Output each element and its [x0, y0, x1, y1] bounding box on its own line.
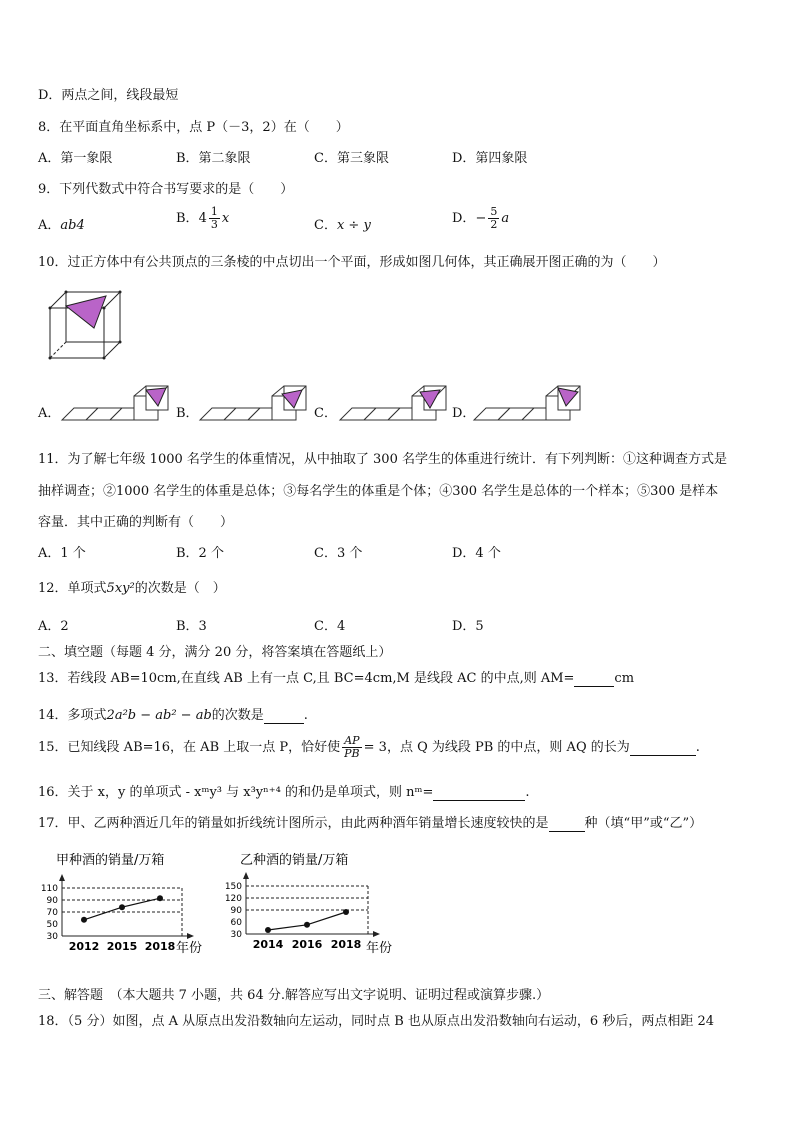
chart-yi-xtick-label: 2018	[330, 938, 362, 951]
q10-option-c-label: C．	[314, 406, 337, 421]
chart-yi-ytick-label: 90	[230, 906, 242, 916]
q10-option-d-label: D．	[452, 406, 476, 421]
q9-b-denominator: 3	[210, 218, 218, 231]
q9-d-denominator: 2	[490, 218, 498, 231]
q7-option-d: D．两点之间，线段最短	[38, 88, 179, 103]
q10-net-d	[472, 384, 582, 428]
chart-jia-data-point	[157, 895, 163, 901]
q13-answer-blank[interactable]	[574, 671, 614, 687]
chart-yi-data-point	[304, 922, 310, 928]
q9-a-label: A．	[38, 218, 61, 233]
chart-jia-ytick-label: 90	[46, 896, 58, 906]
chart-jia-ytick-label: 50	[46, 920, 58, 930]
q9-option-a	[38, 214, 85, 233]
q11-option-d: D．4 个	[452, 546, 501, 561]
q8-option-d: D．第四象限	[452, 151, 528, 166]
q15-end: .	[695, 740, 700, 755]
q10-option-b-label: B．	[176, 406, 199, 421]
q9-d-numerator: 5	[490, 205, 498, 218]
chart-jia-data-point	[81, 917, 87, 923]
q11-line-2: 抽样调查；②1000 名学生的体重是总体；③每名学生的体重是个体；④300 名学生是总体的一个样本；⑤300 是样本	[38, 484, 719, 499]
q17	[38, 812, 702, 832]
chart-yi-xtick-label: 2014	[252, 938, 284, 951]
chart-jia	[38, 848, 224, 958]
q15-mid: ，点 Q 为线段 PB 的中点，则 AQ 的长为	[386, 740, 630, 755]
q8-option-b: B．第二象限	[176, 151, 251, 166]
section-2-heading: 二、填空题（每题 4 分，满分 20 分，将答案填在答题纸上）	[38, 645, 392, 660]
q8-option-c: C．第三象限	[314, 151, 389, 166]
q10-net-c	[338, 384, 448, 428]
q10-stem: 10．过正方体中有公共顶点的三条棱的中点切出一个平面，形成如图几何体，其正确展开图正确的为（ ）	[38, 255, 666, 270]
q15-denominator: PB	[344, 747, 360, 760]
q9-option-c	[314, 214, 371, 233]
q10-cube-figure	[44, 286, 128, 362]
chart-jia-xtick-label: 2012	[68, 940, 100, 953]
q16-answer-blank[interactable]	[433, 785, 525, 801]
q9-c-expr: x ÷ y	[336, 218, 371, 233]
q9-a-expr: ab4	[60, 218, 85, 233]
q12-option-d: D．5	[452, 619, 484, 634]
q8-stem: 8．在平面直角坐标系中，点 P（－3，2）在（ ）	[38, 120, 349, 135]
chart-yi-ytick-label: 30	[230, 930, 242, 940]
chart-yi-y-axis-arrow	[243, 872, 249, 879]
chart-yi-xlabel: 年份	[366, 941, 393, 956]
q11-option-c: C．3 个	[314, 546, 363, 561]
q12-stem-post: 的次数是（ ）	[134, 581, 226, 596]
q9-c-label: C．	[314, 218, 337, 233]
q14-pre: 14．多项式	[38, 708, 107, 723]
q16-text: 16．关于 x，y 的单项式 - xᵐy³ 与 x³yⁿ⁺⁴ 的和仍是单项式，则 nᵐ=	[38, 785, 434, 800]
q15	[38, 735, 700, 760]
q14	[38, 704, 308, 724]
chart-yi-title: 乙种酒的销量/万箱	[240, 853, 349, 868]
q11-line-3: 容量．其中正确的判断有（ ）	[38, 515, 234, 530]
q15-fraction	[342, 735, 362, 760]
q11-option-a: A．1 个	[38, 546, 86, 561]
q8-option-a: A．第一象限	[38, 151, 113, 166]
q9-b-fraction	[209, 206, 220, 231]
q17-stem: 17．甲、乙两种酒近几年的销量如折线统计图所示，由此两种酒年销量增长速度较快的是	[38, 816, 549, 831]
q15-answer-blank[interactable]	[630, 740, 696, 756]
chart-yi-ytick-label: 60	[230, 918, 242, 928]
q11-option-b: B．2 个	[176, 546, 224, 561]
q14-end: .	[303, 708, 308, 723]
chart-jia-y-axis-arrow	[59, 874, 65, 881]
chart-jia-xtick-label: 2018	[144, 940, 176, 953]
q13-unit: cm	[614, 671, 635, 686]
q10-option-a-label: A．	[38, 406, 61, 421]
chart-yi-ytick-label: 120	[224, 894, 242, 904]
q18-stem: 18．（5 分）如图，点 A 从原点出发沿数轴向左运动，同时点 B 也从原点出发沿数轴向右运动，6 秒后，两点相距 24	[38, 1014, 714, 1029]
chart-jia-xtick-label: 2015	[106, 940, 138, 953]
q9-b-label: B．	[176, 211, 199, 226]
chart-yi-data-point	[343, 909, 349, 915]
q9-b-var: x	[221, 211, 230, 226]
q9-d-var: a	[501, 211, 510, 226]
chart-jia-data-point	[119, 904, 125, 910]
chart-yi-ytick-label: 150	[224, 882, 242, 892]
q14-polynomial: 2a²b − ab² − ab	[106, 708, 212, 723]
q9-b-numerator: 1	[210, 205, 218, 218]
chart-yi-data-point	[265, 927, 271, 933]
q12-option-b: B．3	[176, 619, 207, 634]
q10-net-b	[198, 384, 308, 428]
q14-answer-blank[interactable]	[264, 708, 304, 724]
chart-jia-ytick-label: 70	[46, 908, 58, 918]
q17-post: 种（填“甲”或“乙”）	[584, 816, 703, 831]
q13-text: 13．若线段 AB=10cm,在直线 AB 上有一点 C,且 BC=4cm,M 是线段 AC 的中点,则 AM=	[38, 671, 575, 686]
q15-numerator: AP	[342, 735, 362, 748]
q9-b-whole: 4	[198, 211, 207, 226]
q15-eq: = 3	[363, 740, 387, 755]
q9-option-b	[176, 206, 229, 231]
q9-d-sign: −	[475, 211, 487, 226]
q9-stem: 9．下列代数式中符合书写要求的是（ ）	[38, 182, 294, 197]
q9-d-label: D．	[452, 211, 476, 226]
chart-jia-ytick-label: 110	[40, 884, 58, 894]
chart-jia-xlabel: 年份	[176, 941, 203, 956]
q17-answer-blank[interactable]	[549, 816, 585, 832]
chart-jia-ytick-label: 30	[46, 932, 58, 942]
chart-jia-title: 甲种酒的销量/万箱	[56, 853, 165, 868]
chart-yi	[218, 848, 408, 958]
q12-monomial: 5xy²	[106, 581, 135, 596]
q10-net-a	[60, 384, 170, 428]
chart-yi-x-axis-arrow	[373, 931, 380, 937]
q12-option-a: A．2	[38, 619, 69, 634]
q16-end: .	[525, 785, 530, 800]
chart-yi-xtick-label: 2016	[291, 938, 323, 951]
q13	[38, 667, 634, 687]
q12-option-c: C．4	[314, 619, 346, 634]
q14-post: 的次数是	[211, 708, 264, 723]
q12-stem-pre: 12．单项式	[38, 581, 107, 596]
section-3-heading: 三、解答题 （本大题共 7 小题，共 64 分.解答应写出文字说明、证明过程或演算步骤.）	[38, 988, 550, 1003]
chart-jia-x-axis-arrow	[187, 933, 194, 939]
q9-d-fraction	[488, 206, 499, 231]
q11-line-1: 11．为了解七年级 1000 名学生的体重情况，从中抽取了 300 名学生的体重进行统计．有下列判断：①这种调查方式是	[38, 452, 727, 467]
q16	[38, 781, 530, 801]
q9-option-d	[452, 206, 509, 231]
q12-stem	[38, 577, 226, 596]
q15-pre: 15．已知线段 AB=16，在 AB 上取一点 P，恰好使	[38, 740, 341, 755]
